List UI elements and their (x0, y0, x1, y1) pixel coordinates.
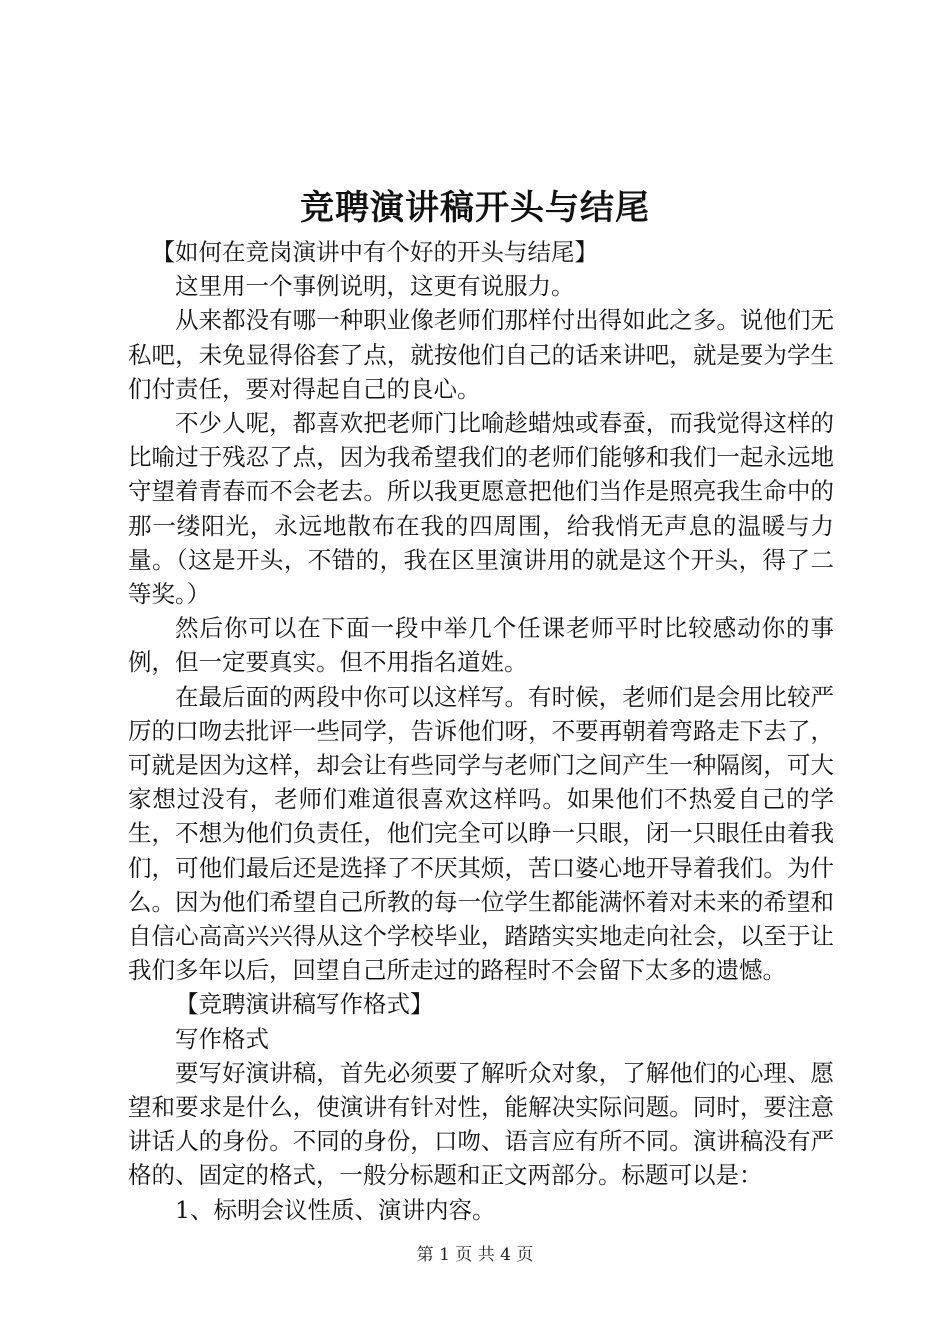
document-body (128, 235, 834, 1227)
paragraph-examples: 然后你可以在下面一段中举几个任课老师平时比较感动你的事例，但一定要真实。但不用指名道姓。 (128, 614, 834, 677)
paragraph-teachers: 从来都没有哪一种职业像老师们那样付出得如此之多。说他们无私吧，未免显得俗套了点，就按他们自己的话来讲吧，就是要为学生们付责任，要对得起自己的良心。 (128, 306, 834, 403)
paragraph-ending: 在最后面的两段中你可以这样写。有时候，老师们是会用比较严厉的口吻去批评一些同学，告诉他们呀，不要再朝着弯路走下去了，可就是因为这样，却会让有些同学与老师门之间产生一种隔阂，可大家想过没有，老师们难道很喜欢这样吗。如果他们不热爱自己的学生，不想为他们负责任，他们完全可以睁一只眼，闭一只眼任由着我们，可他们最后还是选择了不厌其烦，苦口婆心地开导着我们。为什么。因为他们希望自己所教的每一位学生都能满怀着对未来的希望和自信心高高兴兴得从这个学校毕业，踏踏实实地走向社会，以至于让我们多年以后，回望自己所走过的路程时不会留下太多的遗憾。 (128, 682, 834, 985)
subheading-format: 写作格式 (175, 1024, 269, 1053)
document-title: 竞聘演讲稿开头与结尾 (300, 188, 650, 228)
section-heading-opening-ending: 【如何在竞岗演讲中有个好的开头与结尾】 (151, 238, 598, 266)
paragraph-format: 要写好演讲稿，首先必须要了解听众对象，了解他们的心理、愿望和要求是什么，使演讲有针对性，能解决实际问题。同时，要注意讲话人的身份。不同的身份，口吻、语言应有所不同。演讲稿没有严格的、固定的格式，一般分标题和正文两部分。标题可以是： (128, 1058, 834, 1190)
paragraph-intro: 这里用一个事例说明，这更有说服力。 (175, 272, 575, 301)
section-heading-format: 【竞聘演讲稿写作格式】 (175, 990, 434, 1019)
page-number: 第 1 页 共 4 页 (416, 1245, 534, 1265)
paragraph-metaphor: 不少人呢，都喜欢把老师门比喻趁蜡烛或春蚕，而我觉得这样的比喻过于残忍了点，因为我希望我们的老师们能够和我们一起永远地守望着青春而不会老去。所以我更愿意把他们当作是照亮我生命中的那一缕阳光，永远地散布在我的四周围，给我悄无声息的温暖与力量。（这是开头，不错的，我在区里演讲用的就是这个开头，得了二等奖。） (128, 409, 834, 609)
list-item-1: 1、标明会议性质、演讲内容。 (175, 1195, 496, 1224)
